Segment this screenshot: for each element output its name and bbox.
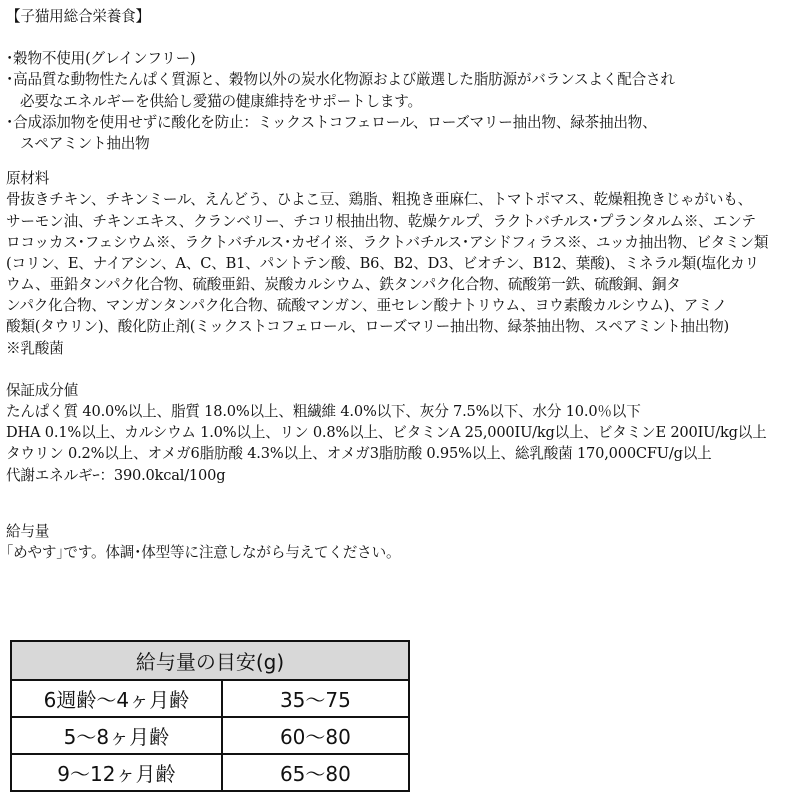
feeding-guide-table — [10, 640, 410, 792]
age-cell: 5～8ヶ月齢 — [11, 717, 222, 754]
analysis-line: DHA 0.1%以上、カルシウム 1.0%以上、リン 0.8%以上、ビタミンA 25,000IU/kg以上、ビタミンE 200IU/kg以上 — [6, 424, 767, 442]
ingredients-line: ウム、亜鉛タンパク化合物、硫酸亜鉛、炭酸カルシウム、鉄タンパク化合物、硫酸第一鉄、硫酸銅、銅タ — [6, 276, 681, 294]
analysis-section — [6, 380, 798, 486]
product-info-document — [6, 6, 798, 563]
table-row — [11, 717, 409, 754]
table-header: 給与量の目安(g) — [11, 641, 409, 680]
amount-cell: 60～80 — [222, 717, 409, 754]
amount-cell: 35～75 — [222, 680, 409, 717]
feeding-note: ｢めやす｣です。体調･体型等に注意しながら与えてください。 — [6, 543, 401, 561]
feeding-section — [6, 521, 798, 563]
feature-grain-free: ･穀物不使用(グレインフリー) — [6, 50, 196, 68]
ingredients-line: ※乳酸菌 — [6, 339, 64, 357]
ingredients-line: ンパク化合物、マンガンタンパク化合物、硫酸マンガン、亜セレン酸ナトリウム、ヨウ素酸カルシウム)、アミノ — [6, 297, 727, 315]
analysis-line: たんぱく質 40.0%以上、脂質 18.0%以上、粗繊維 4.0%以下、灰分 7.5%以下、水分 10.0％以下 — [6, 403, 641, 420]
feature-protein-cont: 必要なエネルギーを供給し愛猫の健康維持をサポートします。 — [20, 92, 422, 110]
ingredients-line: サーモン油、チキンエキス、クランベリー、チコリ根抽出物、乾燥ケルプ、ラクトバチルス･プランタルム※、エンテ — [6, 212, 756, 230]
analysis-line: タウリン 0.2%以上、オメガ6脂肪酸 4.3%以上、オメガ3脂肪酸 0.95%以上、総乳酸菌 170,000CFU/g以上 — [6, 445, 712, 463]
ingredients-section — [6, 168, 798, 359]
product-title: 【子猫用総合栄養食】 — [6, 8, 150, 25]
analysis-heading: 保証成分値 — [6, 381, 78, 399]
ingredients-line: 骨抜きチキン、チキンミール、えんどう、ひよこ豆、鶏脂、粗挽き亜麻仁、トマトポマス、乾燥粗挽きじゃがいも、 — [6, 191, 752, 209]
feature-list — [6, 48, 798, 154]
age-cell: 6週齢～4ヶ月齢 — [11, 680, 222, 717]
table-row — [11, 680, 409, 717]
analysis-line: 代謝エネルギｰ：390.0kcal/100g — [6, 466, 226, 484]
ingredients-line: ロコッカス･フェシウム※、ラクトバチルス･カゼイ※、ラクトバチルス･アシドフィラス※、ユッカ抽出物、ビタミン類 — [6, 233, 769, 251]
ingredients-line: (コリン、E、ナイアシン、A、C、B1、パントテン酸、B6、B2、D3、ビオチン、B12、葉酸)、ミネラル類(塩化カリ — [6, 254, 760, 272]
ingredients-heading: 原材料 — [6, 170, 50, 188]
age-cell: 9～12ヶ月齢 — [11, 754, 222, 791]
feature-protein: ･高品質な動物性たんぱく質源と、穀物以外の炭水化物源および厳選した脂肪源がバランスよく配合され — [6, 71, 675, 89]
amount-cell: 65～80 — [222, 754, 409, 791]
feature-antioxidant-cont: スペアミント抽出物 — [20, 134, 150, 152]
ingredients-line: 酸類(タウリン)、酸化防止剤(ミックストコフェロール、ローズマリー抽出物、緑茶抽出物、スペアミント抽出物) — [6, 318, 730, 336]
table-row — [11, 754, 409, 791]
table-header-row — [11, 641, 409, 680]
feeding-heading: 給与量 — [6, 522, 50, 540]
feature-antioxidant: ･合成添加物を使用せずに酸化を防止：ミックストコフェロール、ローズマリー抽出物、緑茶抽出物、 — [6, 113, 657, 131]
